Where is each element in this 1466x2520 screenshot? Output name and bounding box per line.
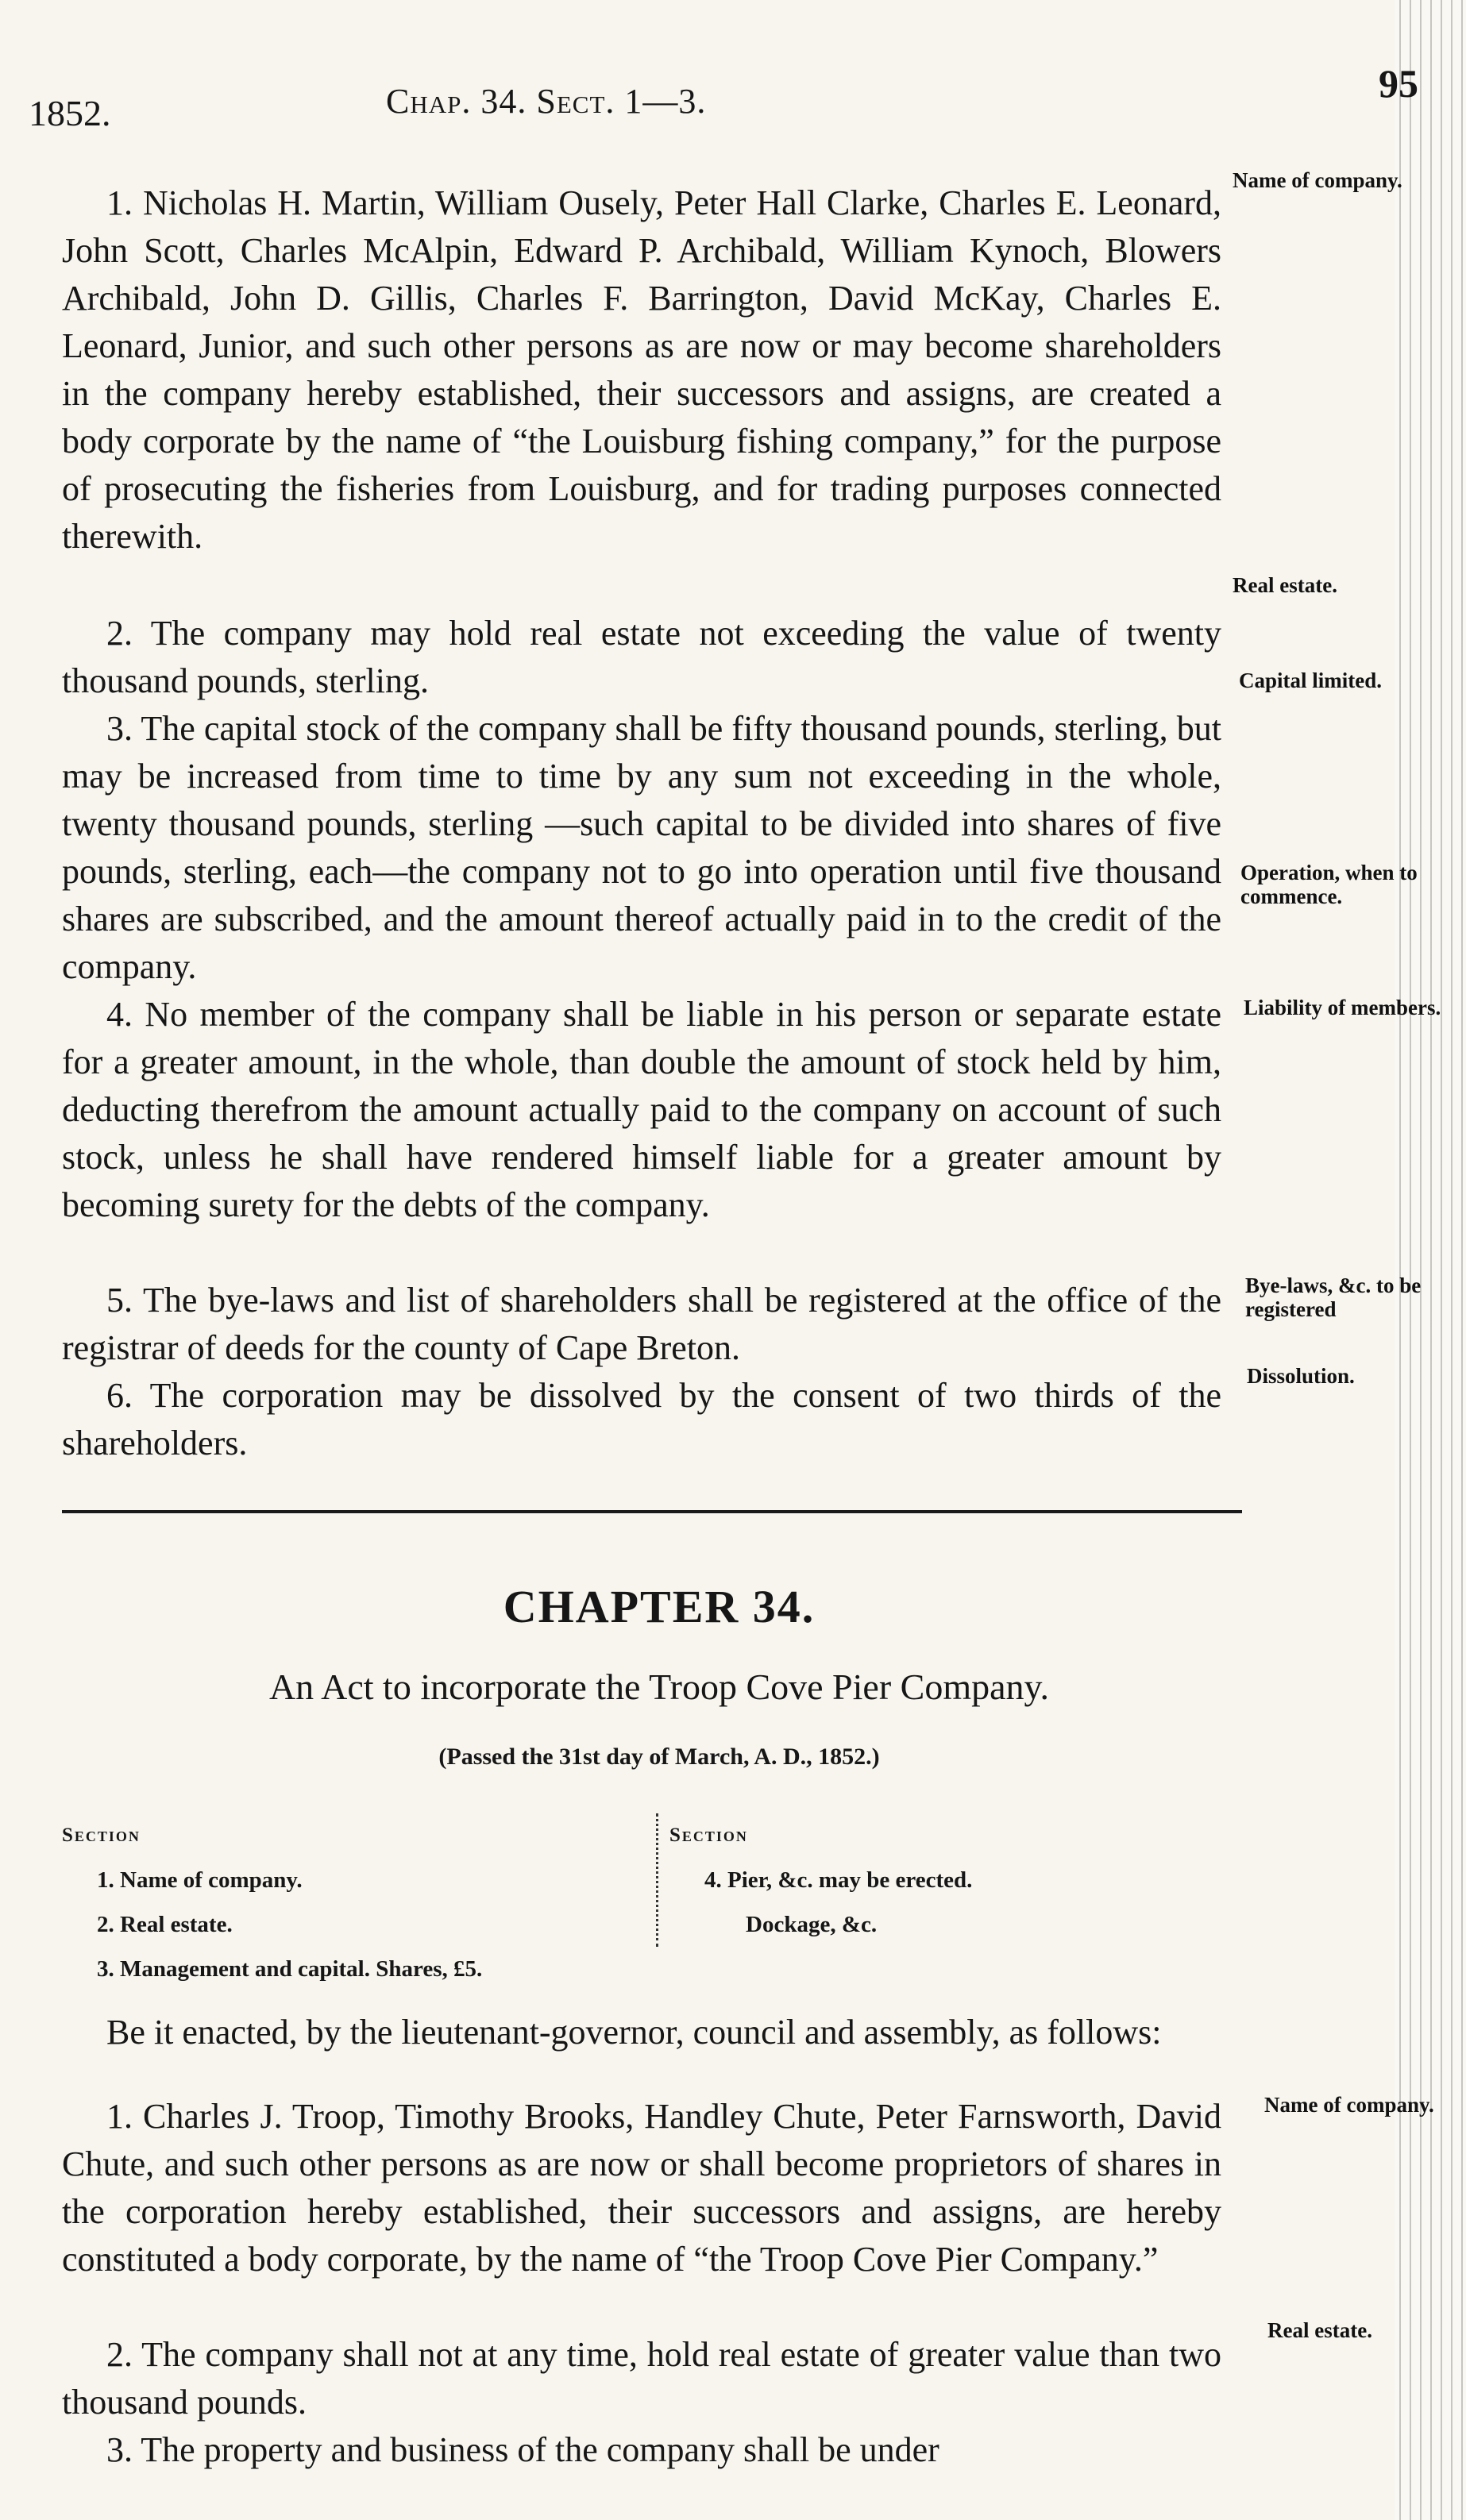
margin-note: Bye-laws, &c. to be registered	[1245, 1273, 1422, 1321]
section-paragraph: 2. The company may hold real estate not exceeding the value of twenty thousand pounds, sterling.	[62, 614, 1221, 700]
margin-note: Real estate.	[1267, 2318, 1372, 2342]
prev-section-6	[62, 1372, 1221, 1467]
header-year: 1852.	[29, 93, 111, 133]
act-title: An Act to incorporate the Troop Cove Pier Company.	[268, 1667, 1050, 1707]
section-paragraph: 2. The company shall not at any time, hold real estate of greater value than two thousand pounds.	[62, 2335, 1221, 2422]
toc-left-column	[62, 1813, 665, 1991]
chapter-title: CHAPTER 34.	[503, 1581, 816, 1632]
margin-note: Dissolution.	[1247, 1364, 1355, 1388]
binding-gutter	[1395, 0, 1466, 2520]
section-paragraph: 5. The bye-laws and list of shareholders shall be registered at the office of the registrar of deeds for the county of Cape Breton.	[62, 1281, 1221, 1367]
toc-right-column	[656, 1813, 1225, 1947]
section-paragraph: 3. The property and business of the company shall be under	[106, 2430, 939, 2469]
prev-section-1	[62, 179, 1221, 561]
margin-note: Name of company.	[1233, 168, 1402, 192]
margin-note: Capital limited.	[1239, 669, 1382, 692]
toc-item: 1. Name of company.	[97, 1867, 303, 1893]
page-number: 95	[1379, 61, 1418, 106]
prev-section-4	[62, 991, 1221, 1229]
prev-section-2	[62, 610, 1221, 705]
section-paragraph: 1. Charles J. Troop, Timothy Brooks, Handley Chute, Peter Farnsworth, David Chute, and such other persons as are now or shall become proprietors of shares in the corporation hereby established, their successors and assigns, are hereby constituted a body corporate, by the name of “the Troop Cove Pier Company.”	[62, 2097, 1221, 2279]
margin-note: Liability of members.	[1244, 996, 1441, 1019]
passed-date: (Passed the 31st day of March, A. D., 1852.)	[438, 1744, 880, 1770]
margin-note: Name of company.	[1264, 2093, 1434, 2117]
enacting-text: Be it enacted, by the lieutenant-governor, council and assembly, as follows:	[106, 2013, 1162, 2052]
margin-note: Real estate.	[1233, 573, 1337, 597]
header-chapter-section: Chap. 34. Sect. 1—3.	[386, 82, 707, 121]
prev-section-3	[62, 705, 1221, 991]
section-paragraph: 3. The capital stock of the company shall be fifty thousand pounds, sterling, but may be increased from time to time by any sum not exceeding in the whole, twenty thousand pounds, sterling —such capital to be divided into shares of five pounds, sterling, each—the company not to go into operation until five thousand shares are subscribed, and the amount thereof actually paid in to the credit of the company.	[62, 709, 1221, 986]
toc-item: Dockage, &c.	[746, 1912, 878, 1937]
running-header	[29, 48, 1426, 133]
act-section-1	[62, 2093, 1221, 2283]
margin-note: Operation, when to commence.	[1240, 861, 1418, 908]
enacting-clause	[62, 2009, 1221, 2056]
section-paragraph: 1. Nicholas H. Martin, William Ousely, Peter Hall Clarke, Charles E. Leonard, John Scott, Charles McAlpin, Edward P. Archibald, William Kynoch, Blowers Archibald, John D. Gillis, Charles F. Barrington, David McKay, Charles E. Leonard, Junior, and such other persons as are now or may become shareholders in the company hereby established, their successors and assigns, are created a body corporate by the name of “the Louisburg fishing company,” for the purpose of prosecuting the fisheries from Louisburg, and for trading purposes connected therewith.	[62, 183, 1221, 556]
toc-item: 4. Pier, &c. may be erected.	[704, 1867, 973, 1893]
prev-section-5	[62, 1277, 1221, 1372]
section-paragraph: 4. No member of the company shall be liable in his person or separate estate for a greater amount, in the whole, than double the amount of stock held by him, deducting therefrom the amount actually paid to the company on account of such stock, unless he shall have rendered himself liable for a greater amount by becoming surety for the debts of the company.	[62, 995, 1221, 1224]
section-divider	[62, 1510, 1242, 1513]
toc-item: 2. Real estate.	[97, 1912, 233, 1937]
act-section-2	[62, 2331, 1221, 2426]
act-section-3	[62, 2426, 1221, 2474]
toc-heading: Section	[669, 1824, 748, 1846]
toc-item: 3. Management and capital. Shares, £5.	[97, 1956, 483, 1982]
section-paragraph: 6. The corporation may be dissolved by the consent of two thirds of the shareholders.	[62, 1376, 1221, 1462]
toc-heading: Section	[62, 1824, 141, 1846]
